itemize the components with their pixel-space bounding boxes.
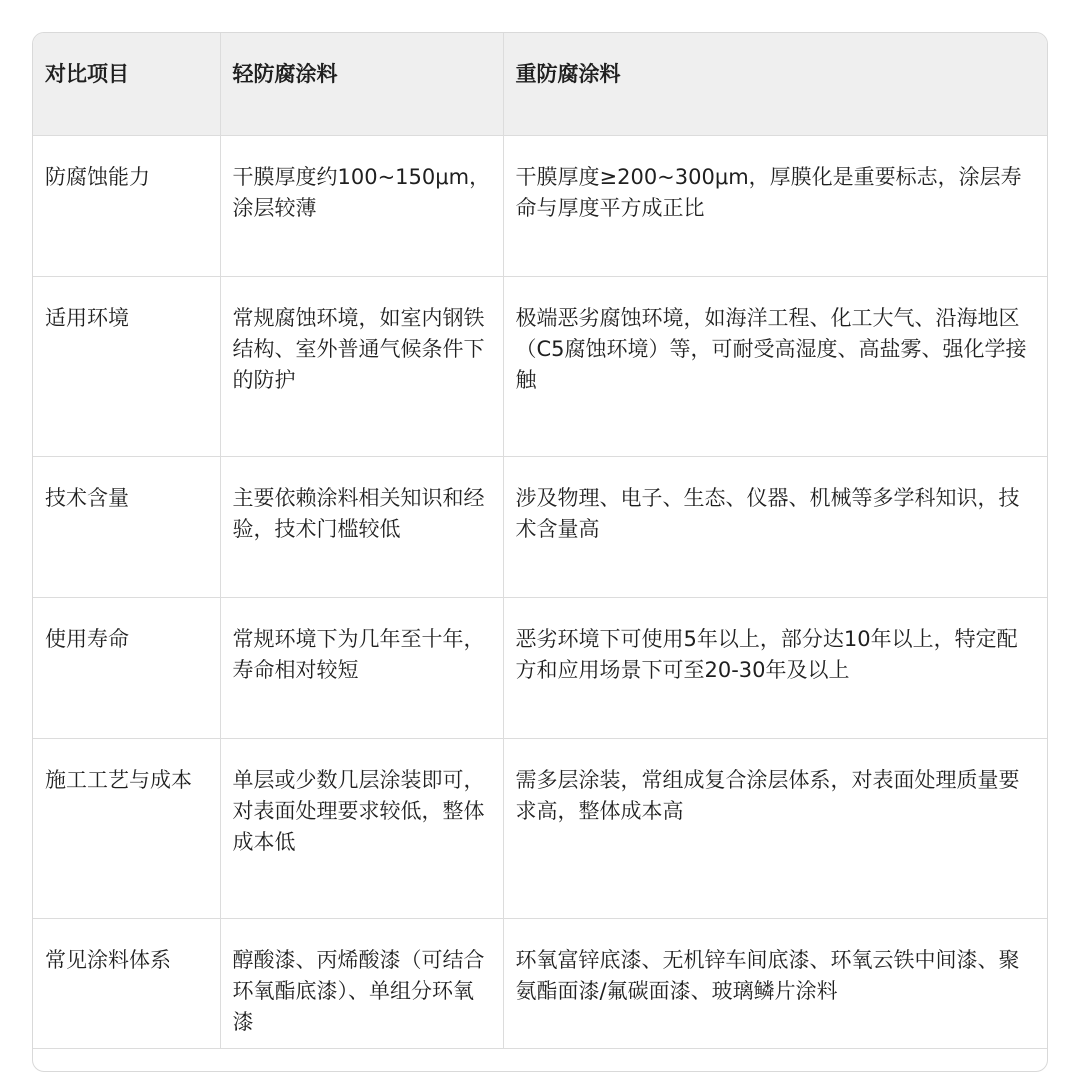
- row-heavy-cell: 需多层涂装，常组成复合涂层体系，对表面处理质量要求高，整体成本高: [503, 738, 1048, 918]
- row-heavy-cell: 环氧富锌底漆、无机锌车间底漆、环氧云铁中间漆、聚氨酯面漆/氟碳面漆、玻璃鳞片涂料: [503, 918, 1048, 1048]
- comparison-table-grid: [33, 33, 1048, 1049]
- row-item-cell: 施工工艺与成本: [33, 738, 220, 918]
- header-light-coating: 轻防腐涂料: [220, 33, 503, 135]
- header-item: 对比项目: [33, 33, 220, 135]
- table-row: [33, 918, 1048, 1048]
- row-item-cell: 适用环境: [33, 276, 220, 456]
- table-row: [33, 738, 1048, 918]
- table-row: [33, 456, 1048, 597]
- row-heavy-cell: 干膜厚度≥200~300μm，厚膜化是重要标志，涂层寿命与厚度平方成正比: [503, 135, 1048, 276]
- row-item-cell: 技术含量: [33, 456, 220, 597]
- row-heavy-cell: 恶劣环境下可使用5年以上，部分达10年以上，特定配方和应用场景下可至20-30年及以上: [503, 597, 1048, 738]
- row-light-cell: 醇酸漆、丙烯酸漆（可结合环氧酯底漆）、单组分环氧漆: [220, 918, 503, 1048]
- row-heavy-cell: 极端恶劣腐蚀环境，如海洋工程、化工大气、沿海地区（C5腐蚀环境）等，可耐受高湿度、高盐雾、强化学接触: [503, 276, 1048, 456]
- row-heavy-cell: 涉及物理、电子、生态、仪器、机械等多学科知识，技术含量高: [503, 456, 1048, 597]
- row-light-cell: 常规腐蚀环境，如室内钢铁结构、室外普通气候条件下的防护: [220, 276, 503, 456]
- row-item-cell: 防腐蚀能力: [33, 135, 220, 276]
- row-light-cell: 主要依赖涂料相关知识和经验，技术门槛较低: [220, 456, 503, 597]
- row-item-cell: 使用寿命: [33, 597, 220, 738]
- row-light-cell: 干膜厚度约100~150μm，涂层较薄: [220, 135, 503, 276]
- row-item-cell: 常见涂料体系: [33, 918, 220, 1048]
- comparison-table: [32, 32, 1048, 1072]
- table-header-row: [33, 33, 1048, 135]
- row-light-cell: 常规环境下为几年至十年，寿命相对较短: [220, 597, 503, 738]
- table-row: [33, 135, 1048, 276]
- row-light-cell: 单层或少数几层涂装即可，对表面处理要求较低，整体成本低: [220, 738, 503, 918]
- table-row: [33, 597, 1048, 738]
- table-row: [33, 276, 1048, 456]
- header-heavy-coating: 重防腐涂料: [503, 33, 1048, 135]
